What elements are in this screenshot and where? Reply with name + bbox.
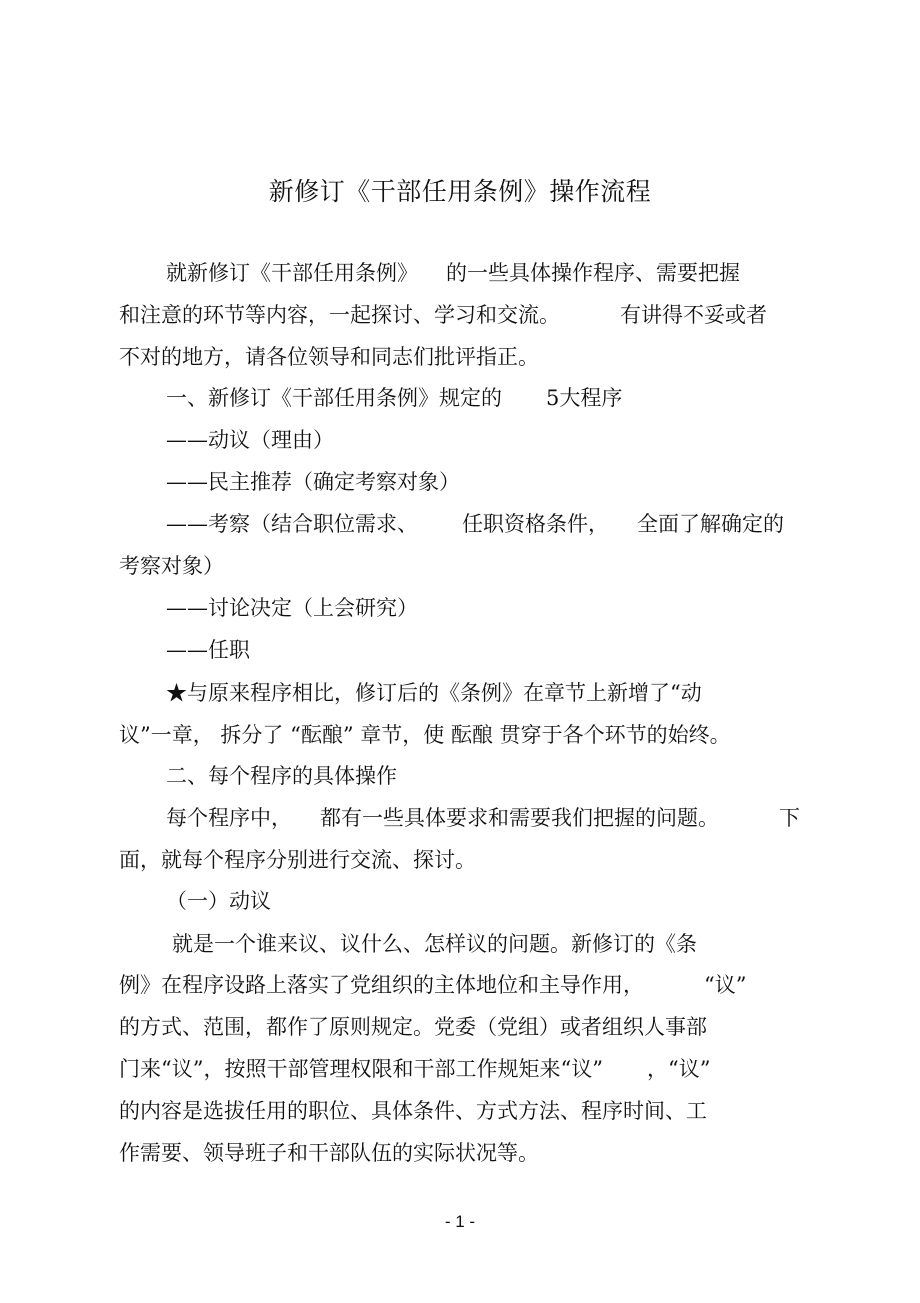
- para-text: 每个程序中，: [166, 806, 292, 830]
- intro-text: 和注意的环节等内容，一起探讨、学习和交流。: [119, 303, 560, 327]
- procedure-item-recommendation: ——民主推荐（确定考察对象）: [166, 470, 460, 494]
- intro-line-2: [119, 299, 767, 331]
- para-text: 门来“议”，按照干部管理权限和干部工作规矩来“议”: [119, 1057, 603, 1081]
- intro-text: 的一些具体操作程序、需要把握: [446, 261, 740, 285]
- motion-para-line-1: 就是一个谁来议、议什么、怎样议的问题。新修订的《条: [172, 932, 697, 956]
- para-text: ，“议”: [646, 1057, 711, 1081]
- page-number: - 1 -: [444, 1212, 476, 1231]
- motion-para-line-5: 的内容是选拔任用的职位、具体条件、方式方法、程序时间、工: [119, 1099, 707, 1123]
- para-text: 都有一些具体要求和需要我们把握的问题。: [320, 806, 719, 830]
- heading-text: 一、新修订《干部任用条例》规定的: [166, 386, 502, 410]
- procedure-item-decision: ——讨论决定（上会研究）: [166, 596, 418, 620]
- item-text: 全面了解确定的: [637, 512, 784, 536]
- motion-para-line-6: 作需要、领导班子和干部队伍的实际状况等。: [119, 1141, 539, 1165]
- para-text: 例》在程序设路上落实了党组织的主体地位和主导作用，: [119, 973, 644, 997]
- intro-line-3: 不对的地方，请各位领导和同志们批评指正。: [119, 345, 539, 369]
- motion-para-line-3: 的方式、范围，都作了原则规定。党委（党组）或者组织人事部: [119, 1015, 707, 1039]
- section2-para-line-2: 面，就每个程序分别进行交流、探讨。: [119, 848, 476, 872]
- note-line-2: 议”一章， 拆分了 “酝酿” 章节，使 酝酿 贯穿于各个环节的始终。: [119, 723, 731, 747]
- intro-text: 就新修订《干部任用条例》: [166, 261, 418, 285]
- document-title: 新修订《干部任用条例》操作流程: [268, 177, 652, 206]
- procedure-item-inspection-cont: 考察对象）: [119, 554, 224, 578]
- motion-para-line-4: [119, 1053, 710, 1085]
- section2-para-line-1: [166, 802, 800, 834]
- procedure-item-inspection: [166, 508, 784, 540]
- motion-para-line-2: [119, 969, 746, 1001]
- heading-text: 5大程序: [546, 386, 623, 410]
- procedure-item-appointment: ——任职: [166, 638, 250, 662]
- section2-heading: 二、每个程序的具体操作: [166, 764, 397, 788]
- section1-heading: [166, 382, 622, 414]
- subsection-heading-motion: （一）动议: [166, 889, 271, 913]
- item-text: 任职资格条件，: [462, 512, 609, 536]
- procedure-item-motion: ——动议（理由）: [166, 428, 334, 452]
- para-text: 下: [779, 806, 800, 830]
- intro-text: 有讲得不妥或者: [620, 303, 767, 327]
- note-line-1: ★与原来程序相比，修订后的《条例》在章节上新增了“动: [166, 681, 702, 705]
- para-text: “议”: [704, 973, 747, 997]
- intro-line-1: [166, 257, 740, 289]
- item-text: ——考察（结合职位需求、: [166, 512, 418, 536]
